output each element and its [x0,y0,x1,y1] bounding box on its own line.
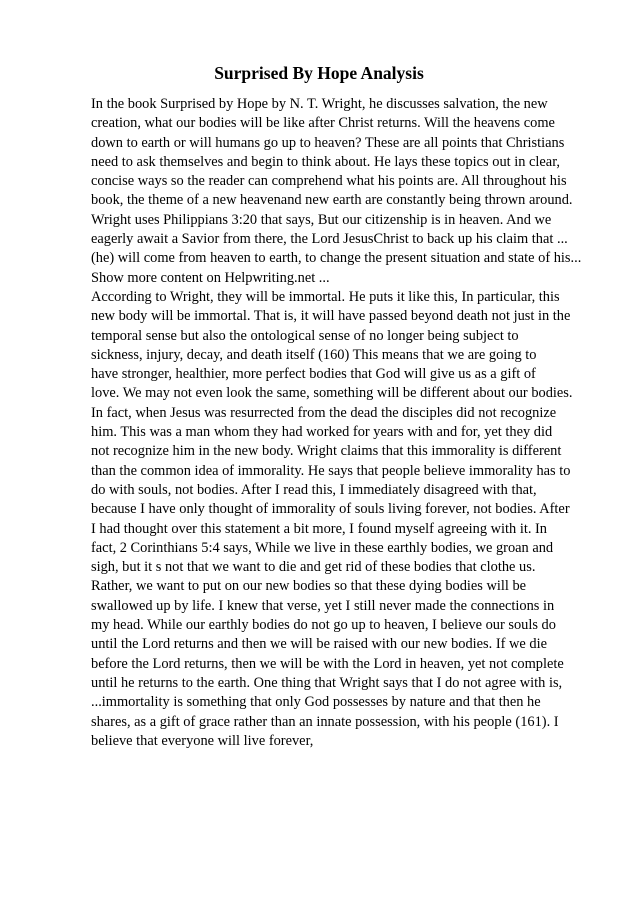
body-text-line: book, the theme of a new heavenand new earth are constantly being thrown around. [91,192,573,209]
body-text-line: I had thought over this statement a bit more, I found myself agreeing with it. In [91,520,547,537]
body-text-line: my head. While our earthly bodies do not go up to heaven, I believe our souls do [91,617,556,634]
body-text-line: love. We may not even look the same, something will be different about our bodies. [91,385,573,402]
document-title: Surprised By Hope Analysis [214,63,424,83]
body-text-line: new body will be immortal. That is, it will have passed beyond death not just in the [91,308,571,325]
body-text-line: have stronger, healthier, more perfect bodies that God will give us as a gift of [91,366,536,383]
body-text-line: eagerly await a Savior from there, the Lord JesusChrist to back up his claim that ... [91,231,568,248]
body-text-line: ...immortality is something that only God possesses by nature and that then he [91,694,541,711]
body-text-line: sigh, but it s not that we want to die and get rid of these bodies that clothe us. [91,559,536,576]
body-text-line: temporal sense but also the ontological sense of no longer being subject to [91,327,519,344]
body-text-line: believe that everyone will live forever, [91,732,314,749]
body-text-line: do with souls, not bodies. After I read this, I immediately disagreed with that, [91,481,537,498]
body-text-line: sickness, injury, decay, and death itself (160) This means that we are going to [91,346,537,363]
body-text-line: before the Lord returns, then we will be with the Lord in heaven, yet not complete [91,655,564,672]
body-text-line: According to Wright, they will be immortal. He puts it like this, In particular, this [91,288,560,305]
body-text-line: fact, 2 Corinthians 5:4 says, While we live in these earthly bodies, we groan and [91,539,554,556]
body-text-line: until the Lord returns and then we will be raised with our new bodies. If we die [91,636,547,653]
body-text-line: In the book Surprised by Hope by N. T. Wright, he discusses salvation, the new [91,96,548,112]
body-text-line: down to earth or will humans go up to heaven? These are all points that Christians [91,134,565,151]
body-text-line: Wright uses Philippians 3:20 that says, But our citizenship is in heaven. And we [91,211,552,228]
body-text-line: creation, what our bodies will be like after Christ returns. Will the heavens come [91,115,555,132]
body-text-line: Rather, we want to put on our new bodies so that these dying bodies will be [91,578,527,595]
body-text-line: not recognize him in the new body. Wright claims that this immorality is different [91,443,562,460]
body-text-line: Show more content on Helpwriting.net ... [91,269,330,286]
body-text-line: In fact, when Jesus was resurrected from the dead the disciples did not recognize [91,404,557,421]
body-text-line: need to ask themselves and begin to think about. He lays these topics out in clear, [91,153,561,170]
body-text-line: because I have only thought of immorality of souls living forever, not bodies. After [91,501,570,518]
body-text-line: swallowed up by life. I knew that verse, yet I still never made the connections in [91,597,555,614]
body-text-line: concise ways so the reader can comprehend what his points are. All throughout his [91,173,567,190]
body-text-line: (he) will come from heaven to earth, to change the present situation and state of his... [91,250,582,267]
body-text-line: than the common idea of immorality. He says that people believe immorality has to [91,462,571,479]
body-text-line: him. This was a man whom they had worked for years with and for, yet they did [91,424,553,441]
body-text-line: until he returns to the earth. One thing that Wright says that I do not agree with is, [91,674,563,691]
document-body [91,95,631,751]
body-text-line: shares, as a gift of grace rather than an innate possession, with his people (161). I [91,713,559,730]
